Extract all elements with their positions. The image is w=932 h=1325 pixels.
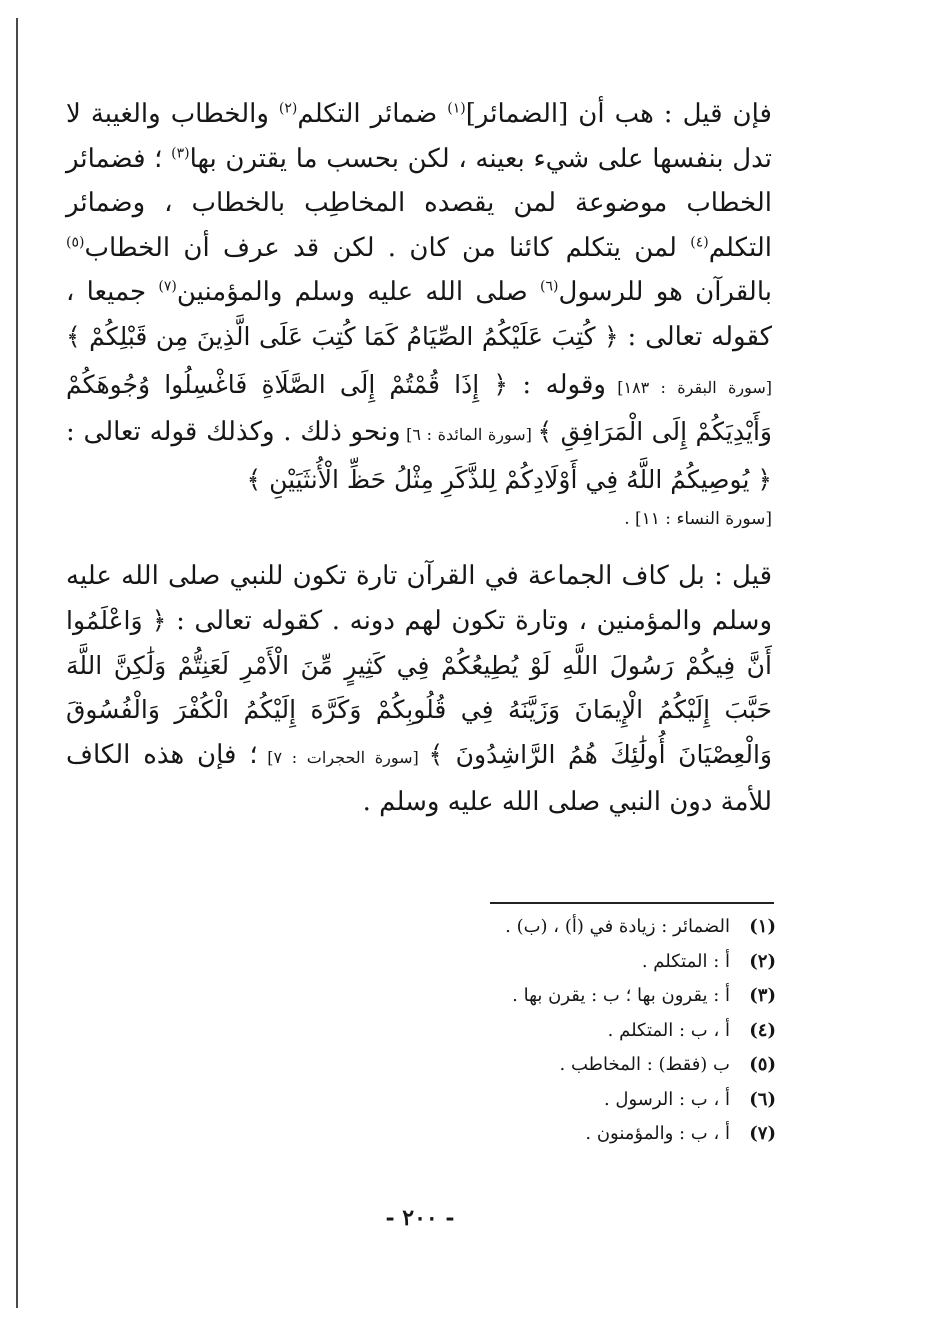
scan-margin-line	[16, 18, 18, 1308]
footnote-ref: (٢)	[278, 100, 298, 117]
footnote-text: أ : المتكلم .	[641, 950, 730, 972]
footnote-number: (٥)	[749, 1054, 776, 1075]
footnote-separator	[490, 902, 774, 904]
quran-verse: ﴿ يُوصِيكُمُ اللَّهُ فِي أَوْلَادِكُمْ لِلذَّكَرِ مِثْلُ حَظِّ الْأُنثَيَيْنِ ﴾	[246, 464, 772, 494]
text-run: ؛ فإن هذه الكاف للأمة دون النبي صلى الله عليه وسلم .	[66, 739, 772, 818]
footnote-ref: (٧)	[158, 278, 177, 295]
text-run: وقوله :	[507, 369, 606, 400]
page-body	[66, 92, 772, 825]
footnote-item	[505, 1014, 776, 1049]
footnote-text: ب (فقط) : المخاطب .	[559, 1054, 730, 1075]
footnote-ref: (١)	[447, 100, 466, 117]
footnote-item	[505, 979, 776, 1014]
footnote-text: الضمائر : زيادة في (أ) ، (ب) .	[505, 916, 730, 937]
text-run: قيل : بل كاف الجماعة في القرآن تارة تكون للنبي صلى الله عليه وسلم والمؤمنين ، وتارة تكون لهم دونه . كقوله تعالى :	[66, 561, 772, 636]
footnote-text: أ : يقرون بها ؛ ب : يقرن بها .	[512, 985, 730, 1006]
footnote-item	[505, 910, 776, 945]
surah-citation: [سورة البقرة : ١٨٣]	[605, 377, 772, 397]
footnote-item	[505, 945, 776, 980]
footnote-text: أ ، ب : الرسول .	[603, 1088, 730, 1110]
footnote-ref: (٤)	[690, 234, 709, 251]
footnote-ref: (٦)	[539, 278, 559, 295]
text-run: ضمائر التكلم	[297, 99, 448, 129]
text-run: صلى الله عليه وسلم والمؤمنين	[176, 277, 540, 308]
page-number: - ٢٠٠ -	[385, 1205, 455, 1231]
text-run: جميعا ، كقوله تعالى :	[66, 277, 773, 352]
quran-verse: ﴿ وَاعْلَمُوا أَنَّ فِيكُمْ رَسُولَ اللَّهِ لَوْ يُطِيعُكُمْ فِي كَثِيرٍ مِّنَ الْأَمْرِ لَعَنِتُّمْ وَلَٰكِنَّ اللَّهَ حَبَّبَ إِلَيْكُمُ الْإِيمَانَ وَزَيَّنَهُ فِي قُلُوبِكُمْ وَكَرَّهَ إِلَيْكُمُ الْكُفْرَ وَالْفُسُوقَ وَالْعِصْيَانَ أُولَٰئِكَ هُمُ الرَّاشِدُونَ ﴾	[66, 605, 772, 769]
text-run: والخطاب والغيبة لا تدل بنفسها على شيء بعينه ، لكن بحسب ما يقترن بها	[66, 99, 772, 174]
footnote-number: (٣)	[749, 985, 776, 1006]
footnote-text: أ ، ب : المتكلم .	[607, 1019, 730, 1041]
footnotes-list	[505, 910, 776, 1152]
surah-citation: [سورة النساء : ١١] .	[624, 509, 772, 530]
footnote-ref: (٥)	[66, 234, 85, 251]
footnote-number: (٦)	[749, 1088, 776, 1110]
surah-citation: [سورة المائدة : ٦]	[400, 425, 538, 445]
footnote-number: (١)	[749, 916, 776, 937]
footnote-text: أ ، ب : والمؤمنون .	[585, 1123, 730, 1144]
footnote-number: (٤)	[749, 1019, 776, 1041]
quran-verse: ﴿ كُتِبَ عَلَيْكُمُ الصِّيَامُ كَمَا كُتِبَ عَلَى الَّذِينَ مِن قَبْلِكُمْ ﴾	[66, 321, 619, 351]
footnote-item	[505, 1048, 776, 1083]
footnote-item	[505, 1083, 776, 1118]
footnote-item	[505, 1117, 776, 1152]
surah-citation: [سورة الحجرات : ٧]	[257, 747, 429, 767]
paragraph-2	[66, 554, 772, 825]
footnote-number: (٢)	[749, 950, 776, 972]
footnote-number: (٧)	[749, 1123, 776, 1144]
quran-verse: ﴿ إِذَا قُمْتُمْ إِلَى الصَّلَاةِ فَاغْسِلُوا وُجُوهَكُمْ وَأَيْدِيَكُمْ إِلَى الْمَرَافِقِ ﴾	[66, 369, 772, 447]
footnote-ref: (٣)	[171, 144, 190, 161]
text-run: ؛ فضمائر الخطاب موضوعة لمن يقصده المخاطِب بالخطاب ، وضمائر التكلم	[66, 143, 772, 263]
text-run: لمن يتكلم كائنا من كان . لكن قد عرف أن الخطاب	[84, 232, 691, 263]
paragraph-1	[66, 92, 772, 502]
text-run: ونحو ذلك . وكذلك قوله تعالى :	[66, 417, 401, 448]
text-run: بالقرآن هو للرسول	[558, 277, 772, 308]
text-run: فإن قيل : هب أن [الضمائر]	[465, 99, 772, 129]
